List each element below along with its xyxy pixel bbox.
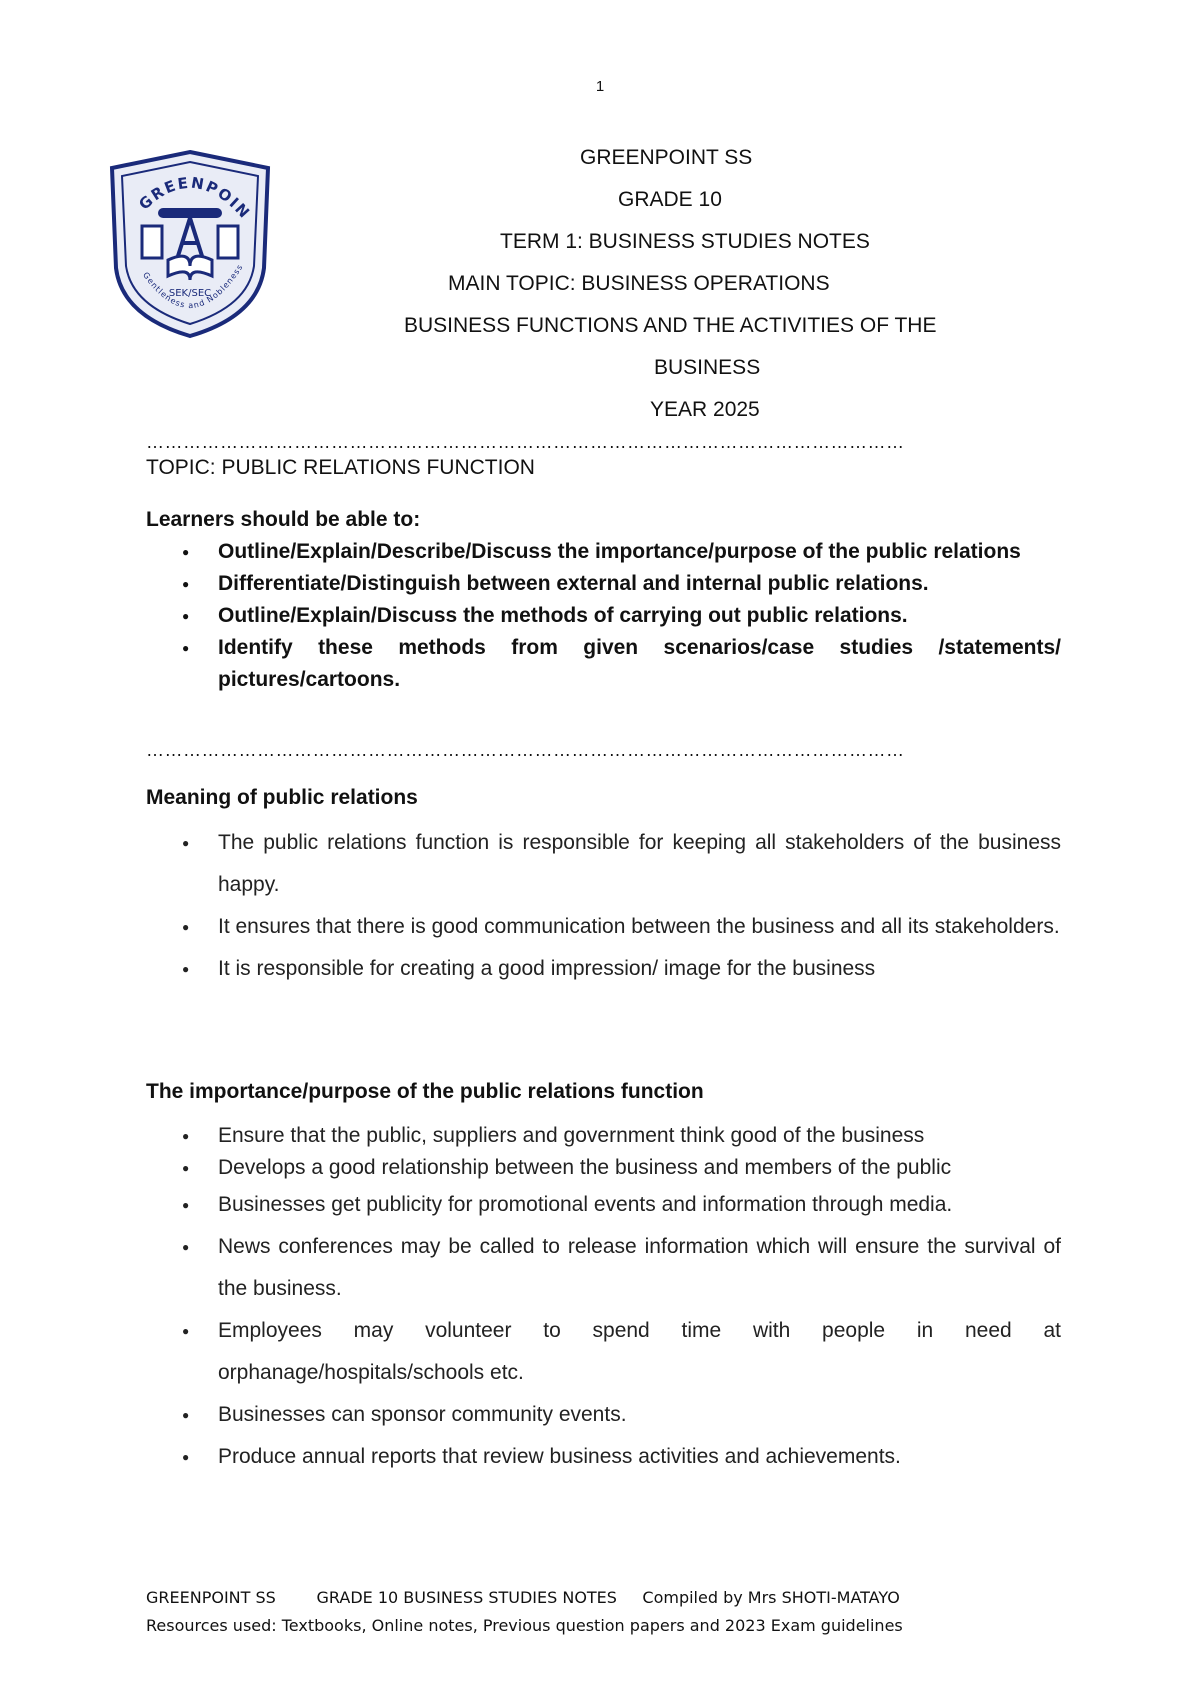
meaning-list xyxy=(146,822,1061,990)
term-label: TERM 1: BUSINESS STUDIES NOTES xyxy=(500,230,870,253)
year-label: YEAR 2025 xyxy=(650,398,760,421)
topic-title: TOPIC: PUBLIC RELATIONS FUNCTION xyxy=(146,456,535,479)
list-item: ● News conferences may be called to release information which will ensure the survival of the business. xyxy=(146,1226,1061,1310)
meaning-section-title: Meaning of public relations xyxy=(146,786,418,809)
school-name: GREENPOINT SS xyxy=(580,146,753,169)
separator-top: …………………………………………………………………………………………………………… xyxy=(146,432,905,452)
page-number: 1 xyxy=(595,78,605,95)
main-topic-label: MAIN TOPIC: BUSINESS OPERATIONS xyxy=(448,272,830,295)
learners-title: Learners should be able to: xyxy=(146,508,421,531)
list-item: ● Differentiate/Distinguish between external and internal public relations. xyxy=(146,568,1061,600)
grade-label: GRADE 10 xyxy=(618,188,722,211)
page-footer xyxy=(146,1584,903,1640)
crest-motto-text: Gentleness and Nobleness xyxy=(140,262,245,311)
list-item: ● It is responsible for creating a good impression/ image for the business xyxy=(146,948,1061,990)
list-item: ● Outline/Explain/Discuss the methods of carrying out public relations. xyxy=(146,600,1061,632)
footer-notes: GRADE 10 BUSINESS STUDIES NOTES xyxy=(316,1588,617,1607)
functions-line-2: BUSINESS xyxy=(654,356,761,379)
learner-objectives-list xyxy=(146,536,1061,696)
list-item: ● Employees may volunteer to spend time with people in need at orphanage/hospitals/schools etc. xyxy=(146,1310,1061,1394)
list-item: ● Businesses get publicity for promotional events and information through media. xyxy=(146,1184,1061,1226)
importance-section-title: The importance/purpose of the public relations function xyxy=(146,1080,704,1103)
list-item: ● Identify these methods from given scenarios/case studies /statements/ pictures/cartoons. xyxy=(146,632,1061,696)
functions-line-1: BUSINESS FUNCTIONS AND THE ACTIVITIES OF THE xyxy=(404,314,937,337)
footer-compiled: Compiled by Mrs SHOTI-MATAYO xyxy=(642,1588,900,1607)
footer-resources: Resources used: Textbooks, Online notes, Previous question papers and 2023 Exam guidelines xyxy=(146,1616,903,1635)
list-item: ● Produce annual reports that review business activities and achievements. xyxy=(146,1436,1061,1478)
list-item: ● Outline/Explain/Describe/Discuss the importance/purpose of the public relations xyxy=(146,536,1061,568)
list-item: ● Ensure that the public, suppliers and government think good of the business xyxy=(146,1120,1061,1152)
school-crest-logo xyxy=(108,148,272,340)
footer-school: GREENPOINT SS xyxy=(146,1588,276,1607)
crest-name-text: GREENPOIN xyxy=(135,173,255,223)
list-item: ● Develops a good relationship between the business and members of the public xyxy=(146,1152,1061,1184)
importance-list xyxy=(146,1120,1061,1478)
crest-abbr-text: SEK/SEC xyxy=(168,288,212,299)
separator-bottom: …………………………………………………………………………………………………………… xyxy=(146,740,905,760)
list-item: ● It ensures that there is good communication between the business and all its stakeholders. xyxy=(146,906,1061,948)
list-item: ● Businesses can sponsor community events. xyxy=(146,1394,1061,1436)
list-item: ● The public relations function is responsible for keeping all stakeholders of the business happy. xyxy=(146,822,1061,906)
